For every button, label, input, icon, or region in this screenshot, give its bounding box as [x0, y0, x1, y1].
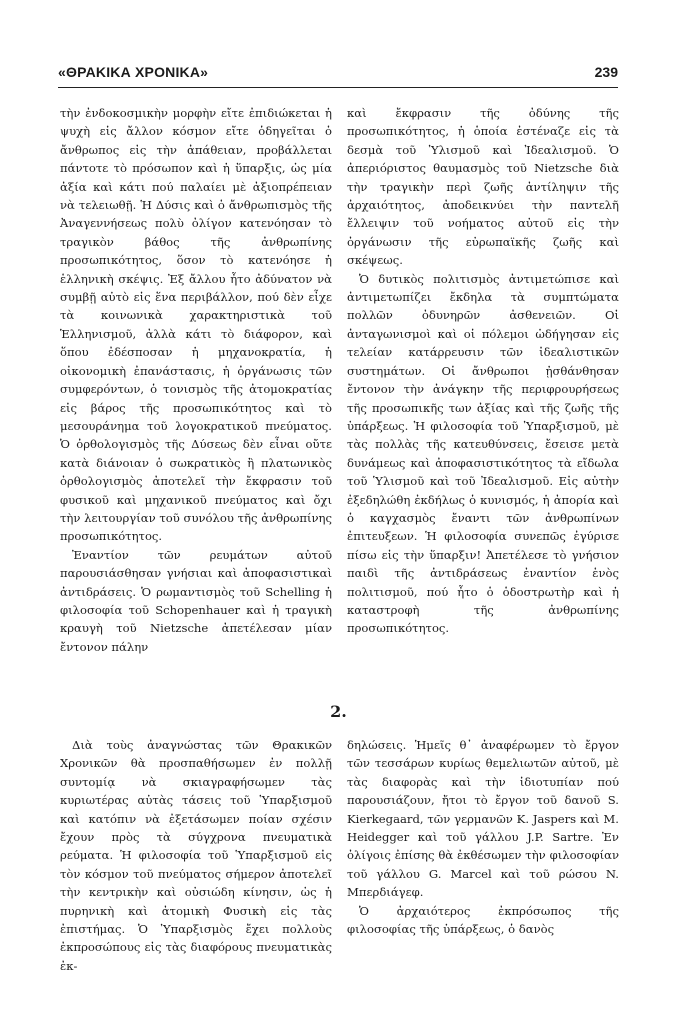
paragraph: τὴν ἐνδοκοσμικὴν μορφὴν εἴτε ἐπιδιώκεται ἡ ψυχὴ εἰς ἄλλον κόσμον εἴτε ὁδηγεῖται ὁ ἄνθρωπος εἰς τὴν ἀπάθειαν, προβάλλεται πάντοτε τὸ πρόσωπον καὶ ἡ ὕπαρξις, ὡς μία ἀξία καὶ κάτι πού παλαίει μὲ ἀξιοπρέπειαν νὰ τελειωθῇ. Ἡ Δύσις καὶ ὁ ἄνθρωπισμὸς τῆς Ἀναγεννήσεως πολὺ ὀλίγον κατενόησαν τὸ τραγικὸν βάθος τῆς ἀνθρωπίνης προσωπικότητος, ὅσον τὸ κατενόησε ἡ ἑλληνικὴ σκέψις. Ἐξ ἄλλου ἦτο ἀδύνατον νὰ συμβῇ αὐτὸ εἰς ἕνα περιβάλλον, πού δὲν εἶχε τὰ κοινωνικὰ χαρακτηριστικὰ τοῦ Ἑλληνισμοῦ, ἀλλὰ κάτι τὸ διάφορον, καὶ ὅπου ἐδέσποσαν ἡ μηχανοκρατία, ἡ οἰκονομικὴ ἐπανάστασις, ἡ ὀργάνωσις τῶν συμφερόντων, ὁ τονισμὸς τῆς ἀτομοκρατίας εἰς βάρος τῆς προσωπικότητος καὶ τὸ μεσουράνημα τοῦ λογοκρατικοῦ πνεύματος. Ὁ ὀρθολογισμὸς τῆς Δύσεως δὲν εἶναι οὔτε κατὰ διάνοιαν ὁ σωκρατικὸς ἢ πλατωνικὸς ὀρθολογισμὸς ἀποτελεῖ τὴν ἔκφρασιν τοῦ φυσικοῦ καὶ μηχανικοῦ πνεύματος καὶ ὄχι τὴν λειτουργίαν τοῦ συνόλου τῆς ἀνθρωπίνης προσωπικότητος.	[60, 106, 332, 544]
top-right-column	[347, 104, 619, 638]
paragraph: δηλώσεις. Ἡμεῖς θ᾽ ἀναφέρωμεν τὸ ἔργον τῶν τεσσάρων κυρίως θεμελιωτῶν αὐτοῦ, μὲ τὰς διαφορὰς καὶ τὴν ἰδιοτυπίαν πού παρουσιάζουν, ἤτοι τὸ ἔργον τοῦ δανοῦ S. Kierkegaard, τῶν γερμανῶν K. Jaspers καὶ M. Heidegger καὶ τοῦ γάλλου J.P. Sartre. Ἐν ὀλίγοις ἐπίσης θὰ ἐκθέσωμεν τὴν φιλοσοφίαν τοῦ γάλλου G. Marcel καὶ τοῦ ρώσου N. Μπερδιάγεφ.	[347, 738, 619, 900]
page-number: 239	[594, 64, 618, 80]
header-rule	[58, 87, 618, 88]
paragraph: Διὰ τοὺς ἀναγνώστας τῶν Θρακικῶν Χρονικῶν θὰ προσπαθήσωμεν ἐν πολλῇ συντομίᾳ νὰ σκιαγραφήσωμεν τὰς κυριωτέρας αὐτὰς τάσεις τοῦ Ὑπαρξισμοῦ καὶ κατόπιν νὰ ἐξετάσωμεν ποίαν σχέσιν ἔχουν πρὸς τὰ σύγχρονα πνευματικὰ ρεύματα. Ἡ φιλοσοφία τοῦ Ὑπαρξισμοῦ εἰς τὸν κόσμον τοῦ πνεύματος σήμερον ἀποτελεῖ τὴν κεντρικὴν καὶ οὐσιώδη κίνησιν, ὡς ἡ πυρηνικὴ καὶ ἀτομικὴ Φυσικὴ εἰς τὰς ἐπιστήμας. Ὁ Ὑπαρξισμὸς ἔχει πολλοὺς ἐκπροσώπους εἰς τὰς διαφόρους πνευματικὰς ἐκ-	[60, 738, 332, 973]
section-number: 2.	[330, 702, 347, 721]
running-head: «ΘΡΑΚΙΚΑ ΧΡΟΝΙΚΑ»	[58, 64, 209, 80]
bottom-right-column	[347, 736, 619, 938]
paragraph: Ἐναντίον τῶν ρευμάτων αὐτοῦ παρουσιάσθησαν γνήσιαι καὶ ἀποφασιστικαὶ ἀντιδράσεις. Ὁ ρωμαντισμὸς τοῦ Schelling ἡ φιλοσοφία τοῦ Schopenhauer καὶ ἡ τραγικὴ κραυγὴ τοῦ Nietzsche ἀπετέλεσαν μίαν ἔντονον πάλην	[60, 547, 332, 654]
bottom-left-column	[60, 736, 332, 975]
top-left-column	[60, 104, 332, 656]
paragraph: καὶ ἔκφρασιν τῆς ὀδύνης τῆς προσωπικότητος, ἡ ὁποία ἐστέναζε εἰς τὰ δεσμὰ τοῦ Ὑλισμοῦ καὶ Ἰδεαλισμοῦ. Ὁ ἀπεριόριστος θαυμασμὸς τοῦ Nietzsche διὰ τὴν τραγικὴν περὶ ζωῆς ἀντίληψιν τῆς ἀρχαιότητος, ἀποδεικνύει τὴν παντελῆ ἔλλειψιν τοῦ νοήματος αὐτοῦ εἰς τὴν ὀργάνωσιν τῆς εὐρωπαϊκῆς ζωῆς καὶ σκέψεως.	[347, 106, 619, 268]
paragraph: Ὁ δυτικὸς πολιτισμὸς ἀντιμετώπισε καὶ ἀντιμετωπίζει ἔκδηλα τὰ συμπτώματα πολλῶν ὀδυνηρῶν ἀσθενειῶν. Οἱ ἀνταγωνισμοὶ καὶ οἱ πόλεμοι ὡδήγησαν εἰς τελείαν κατάρρευσιν τῶν ἰδεαλιστικῶν συστημάτων. Οἱ ἄνθρωποι ᾐσθάνθησαν ἔντονον τὴν ἀνάγκην τῆς περιφρουρήσεως τῆς προσωπικῆς των ἀξίας καὶ τῆς ζωῆς τῆς ὑπάρξεως. Ἡ φιλοσοφία τοῦ Ὑπαρξισμοῦ, μὲ τὰς πολλὰς τῆς κατευθύνσεις, ἔσεισε μετὰ δυνάμεως καὶ ἀποφασιστικότητος τὰ εἴδωλα τοῦ Ὑλισμοῦ καὶ τοῦ Ἰδεαλισμοῦ. Εἰς αὐτὴν ἐξεδηλώθη ἐκδήλως ὁ κυνισμός, ἡ ἀπορία καὶ ὁ καγχασμὸς ἔναντι τῶν ἀνθρωπίνων ἐπιτευξεων. Ἡ φιλοσοφία συνεπῶς ἐγύρισε πίσω εἰς τὴν ὕπαρξιν! Ἀπετέλεσε τὸ γνήσιον παιδὶ τῆς ἀντιδράσεως ἐναντίον ἑνὸς πολιτισμοῦ, πού ἦτο ὁ ὁδοστρωτὴρ καὶ ἡ καταστροφὴ τῆς ἀνθρωπίνης προσωπικότητος.	[347, 271, 619, 636]
paragraph: Ὁ ἀρχαιότερος ἐκπρόσωπος τῆς φιλοσοφίας τῆς ὑπάρξεως, ὁ δανὸς	[347, 903, 619, 937]
page-header	[58, 64, 618, 84]
